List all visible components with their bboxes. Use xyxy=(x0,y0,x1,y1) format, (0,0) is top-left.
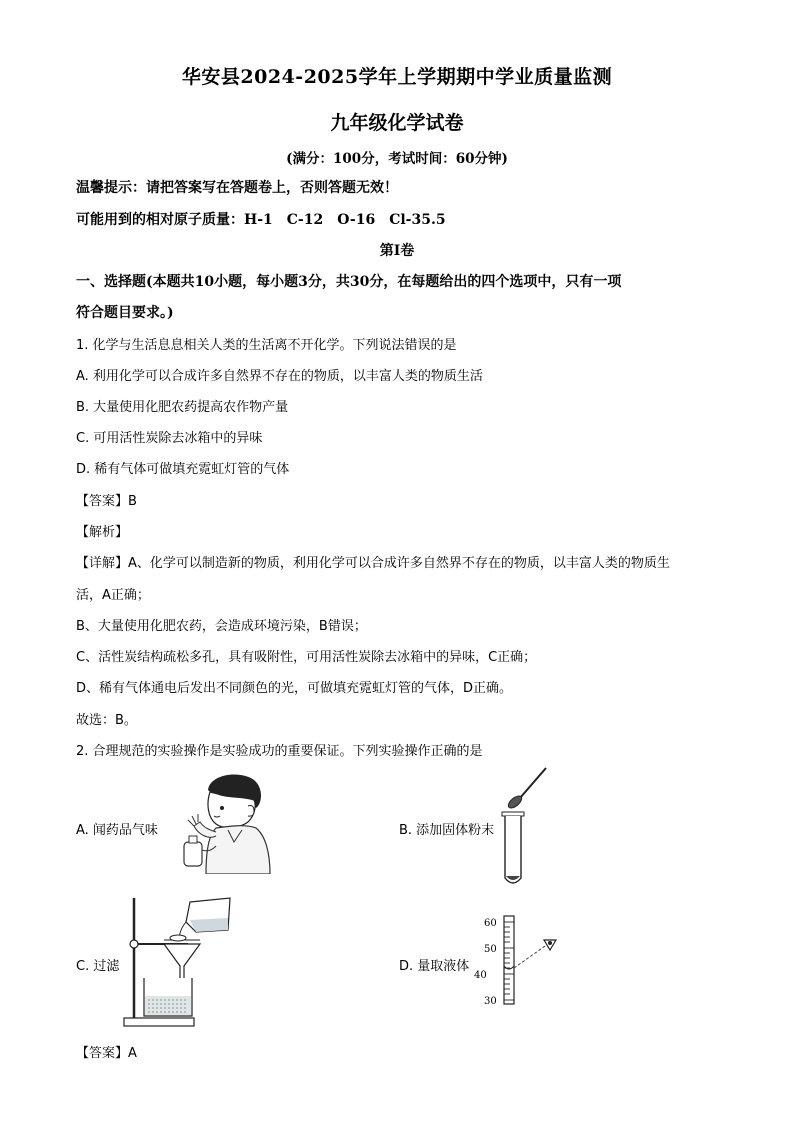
q1-option-b: B. 大量使用化肥农药提高农作物产量 xyxy=(76,400,289,415)
volume-label: 第Ⅰ卷 xyxy=(379,243,415,259)
q1-detail-2: 活，A正确； xyxy=(76,588,150,603)
section-heading-2: 符合题目要求。) xyxy=(76,305,174,321)
q1-option-c: C. 可用活性炭除去冰箱中的异味 xyxy=(76,431,263,446)
q1-analysis: 【解析】 xyxy=(76,525,129,540)
q1-choose: 故选：B。 xyxy=(76,713,137,728)
q1-option-a: A. 利用化学可以合成许多自然界不存在的物质，以丰富人类的物质生活 xyxy=(76,369,483,384)
q2-option-d: D. 量取液体 xyxy=(399,959,470,974)
exam-info: (满分：100分，考试时间：60分钟) xyxy=(286,151,508,167)
q1-option-d: D. 稀有气体可做填充霓虹灯管的气体 xyxy=(76,462,290,477)
q1-detail-3: B、大量使用化肥农药，会造成环境污染，B错误； xyxy=(76,619,367,634)
test-tube-spoon-figure xyxy=(500,764,552,888)
exam-title: 华安县2024-2025学年上学期期中学业质量监测 xyxy=(181,66,613,88)
q1-stem: 1. 化学与生活息息相关人类的生活离不开化学。下列说法错误的是 xyxy=(76,338,457,353)
q2-option-b: B. 添加固体粉末 xyxy=(399,823,495,838)
q2-answer: 【答案】A xyxy=(76,1046,137,1061)
tick-label-30: 30 xyxy=(484,996,497,1007)
smelling-figure xyxy=(170,770,272,874)
q1-detail-4: C、活性炭结构疏松多孔，具有吸附性，可用活性炭除去冰箱中的异味，C正确； xyxy=(76,650,537,665)
graduated-cylinder-figure xyxy=(470,912,566,1008)
section-heading-1: 一、选择题(本题共10小题，每小题3分，共30分，在每题给出的四个选项中，只有一项 xyxy=(76,274,622,290)
exam-subject: 九年级化学试卷 xyxy=(330,112,464,134)
q2-option-c: C. 过滤 xyxy=(76,959,120,974)
atomic-mass: 可能用到的相对原子质量：H-1 C-12 O-16 Cl-35.5 xyxy=(76,212,446,228)
notice: 温馨提示：请把答案写在答题卷上，否则答题无效！ xyxy=(76,180,398,196)
q1-detail-1: 【详解】A、化学可以制造新的物质，利用化学可以合成许多自然界不存在的物质，以丰富人类的物质生 xyxy=(76,556,670,571)
q1-answer: 【答案】B xyxy=(76,494,137,509)
q2-stem: 2. 合理规范的实验操作是实验成功的重要保证。下列实验操作正确的是 xyxy=(76,744,483,759)
q1-detail-5: D、稀有气体通电后发出不同颜色的光，可做填充霓虹灯管的气体，D正确。 xyxy=(76,681,513,696)
tick-label-50: 50 xyxy=(484,944,497,955)
filtration-figure xyxy=(120,892,234,1030)
tick-label-40: 40 xyxy=(474,970,487,981)
tick-label-60: 60 xyxy=(484,918,497,929)
q2-option-a: A. 闻药品气味 xyxy=(76,823,158,838)
